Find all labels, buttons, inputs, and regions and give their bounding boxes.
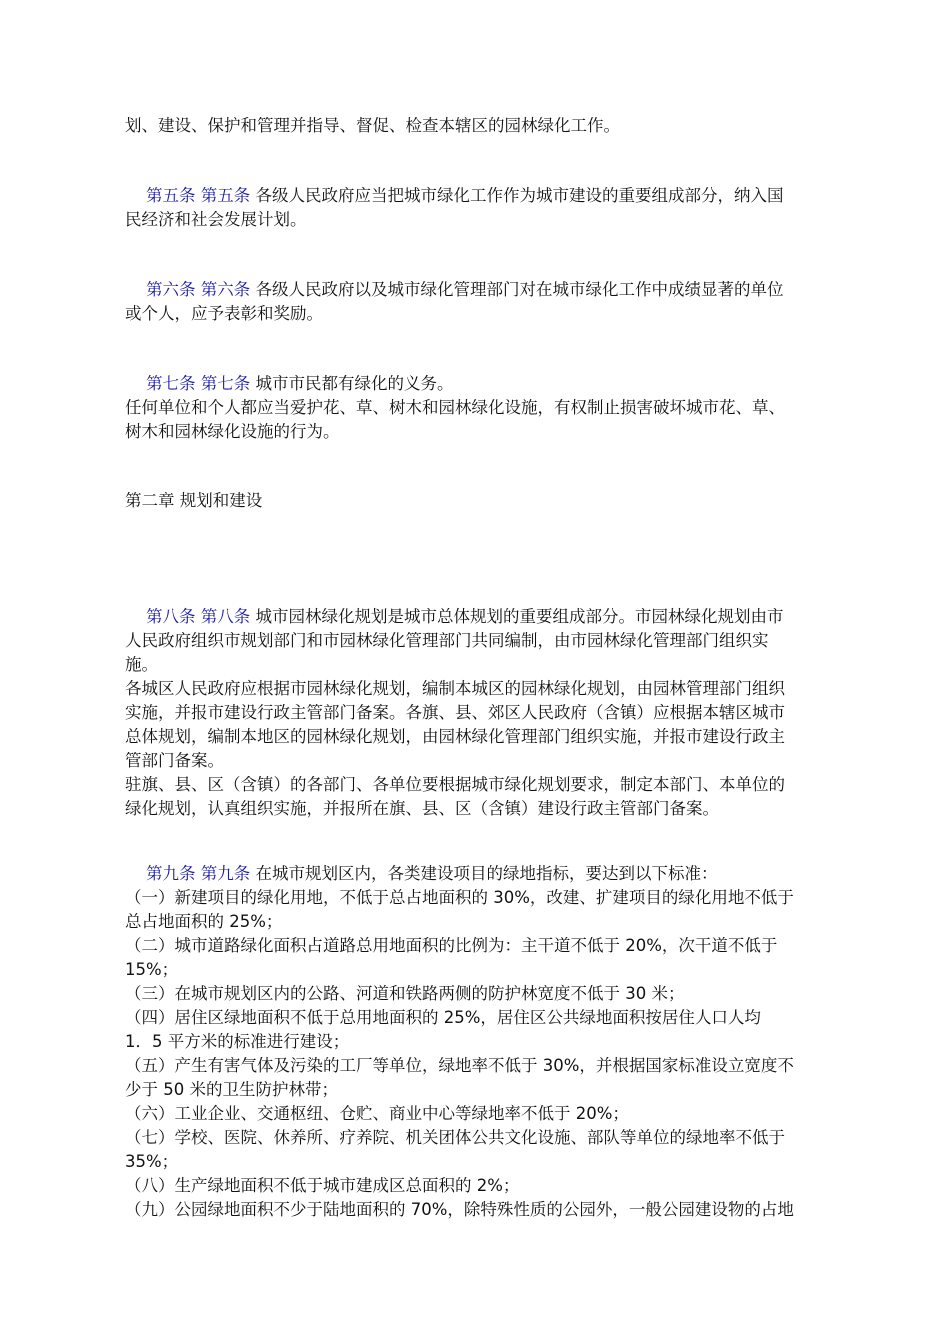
text-line: 或个人，应予表彰和奖励。 bbox=[125, 304, 323, 323]
text-line: 树木和园林绿化设施的行为。 bbox=[125, 422, 340, 441]
text-line: 1．5 平方米的标准进行建设； bbox=[125, 1032, 350, 1051]
list-item: （八）生产绿地面积不低于城市建成区总面积的 2%； bbox=[125, 1176, 520, 1195]
article-label: 第九条 第九条 bbox=[146, 864, 251, 883]
text-line: 划、建设、保护和管理并指导、督促、检查本辖区的园林绿化工作。 bbox=[125, 116, 620, 135]
text-line: 15%； bbox=[125, 960, 179, 979]
article-7-heading-line: 第七条 第七条 城市市民都有绿化的义务。 bbox=[146, 374, 454, 393]
article-8-heading-line: 第八条 第八条 城市园林绿化规划是城市总体规划的重要组成部分。市园林绿化规划由市 bbox=[146, 607, 784, 626]
list-item: （四）居住区绿地面积不低于总用地面积的 25%，居住区公共绿地面积按居住人口人均 bbox=[125, 1008, 761, 1027]
text-line: 施。 bbox=[125, 655, 158, 674]
article-6-heading-line: 第六条 第六条 各级人民政府以及城市绿化管理部门对在城市绿化工作中成绩显著的单位 bbox=[146, 280, 784, 299]
article-label: 第六条 第六条 bbox=[146, 280, 251, 299]
chapter-heading: 第二章 规划和建设 bbox=[125, 491, 263, 510]
article-label: 第七条 第七条 bbox=[146, 374, 251, 393]
article-label: 第八条 第八条 bbox=[146, 607, 251, 626]
text-line: 35%； bbox=[125, 1152, 179, 1171]
text-line: 民经济和社会发展计划。 bbox=[125, 210, 307, 229]
list-item: （七）学校、医院、休养所、疗养院、机关团体公共文化设施、部队等单位的绿地率不低于 bbox=[125, 1128, 785, 1147]
article-label: 第五条 第五条 bbox=[146, 186, 251, 205]
list-item: （三）在城市规划区内的公路、河道和铁路两侧的防护林宽度不低于 30 米； bbox=[125, 984, 685, 1003]
list-item: （九）公园绿地面积不少于陆地面积的 70%，除特殊性质的公园外，一般公园建设物的占地 bbox=[125, 1200, 794, 1219]
text-line: 管部门备案。 bbox=[125, 751, 224, 770]
text-line: 实施，并报市建设行政主管部门备案。各旗、县、郊区人民政府（含镇）应根据本辖区城市 bbox=[125, 703, 785, 722]
list-item: （一）新建项目的绿化用地，不低于总占地面积的 30%，改建、扩建项目的绿化用地不低于 bbox=[125, 888, 794, 907]
article-9-heading-line: 第九条 第九条 在城市规划区内，各类建设项目的绿地指标，要达到以下标准： bbox=[146, 864, 718, 883]
list-item: （六）工业企业、交通枢纽、仓贮、商业中心等绿地率不低于 20%； bbox=[125, 1104, 629, 1123]
text-line: 各城区人民政府应根据市园林绿化规划，编制本城区的园林绿化规划，由园林管理部门组织 bbox=[125, 679, 785, 698]
text-line: 总体规划，编制本地区的园林绿化规划，由园林绿化管理部门组织实施，并报市建设行政主 bbox=[125, 727, 785, 746]
list-item: （二）城市道路绿化面积占道路总用地面积的比例为：主干道不低于 20%，次干道不低于 bbox=[125, 936, 778, 955]
text-line: 总占地面积的 25%； bbox=[125, 912, 283, 931]
text-line: 任何单位和个人都应当爱护花、草、树木和园林绿化设施，有权制止损害破坏城市花、草、 bbox=[125, 398, 785, 417]
list-item: （五）产生有害气体及污染的工厂等单位，绿地率不低于 30%，并根据国家标准设立宽度不 bbox=[125, 1056, 794, 1075]
text-line: 驻旗、县、区（含镇）的各部门、各单位要根据城市绿化规划要求，制定本部门、本单位的 bbox=[125, 775, 785, 794]
article-5-heading-line: 第五条 第五条 各级人民政府应当把城市绿化工作作为城市建设的重要组成部分，纳入国 bbox=[146, 186, 784, 205]
text-line: 绿化规划，认真组织实施，并报所在旗、县、区（含镇）建设行政主管部门备案。 bbox=[125, 799, 719, 818]
text-line: 少于 50 米的卫生防护林带； bbox=[125, 1080, 338, 1099]
text-line: 人民政府组织市规划部门和市园林绿化管理部门共同编制，由市园林绿化管理部门组织实 bbox=[125, 631, 769, 650]
